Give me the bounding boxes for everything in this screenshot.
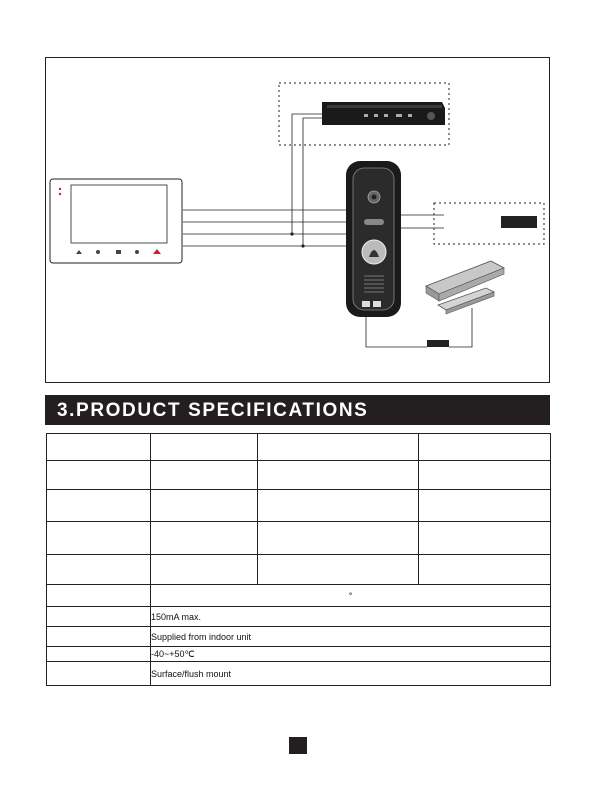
table-cell bbox=[258, 555, 419, 585]
dvr-recorder bbox=[322, 102, 445, 125]
table-cell bbox=[419, 555, 551, 585]
section-banner bbox=[45, 395, 550, 425]
wiring-lines bbox=[183, 114, 472, 347]
table-cell bbox=[419, 434, 551, 461]
table-row bbox=[47, 627, 551, 647]
table-row bbox=[47, 607, 551, 627]
table-cell bbox=[47, 490, 151, 522]
table-cell bbox=[47, 555, 151, 585]
table-cell bbox=[151, 490, 258, 522]
table-cell bbox=[47, 607, 151, 627]
table-cell bbox=[47, 522, 151, 555]
table-cell bbox=[47, 461, 151, 490]
table-cell bbox=[47, 434, 151, 461]
wiring-diagram-svg bbox=[46, 58, 551, 384]
outdoor-door-station bbox=[346, 161, 401, 317]
table-row bbox=[47, 461, 551, 490]
table-cell-value: Supplied from indoor unit bbox=[151, 627, 551, 647]
table-row bbox=[47, 434, 551, 461]
table-row bbox=[47, 585, 551, 607]
table-row bbox=[47, 555, 551, 585]
table-row bbox=[47, 490, 551, 522]
lock-power-supply bbox=[427, 340, 449, 347]
table-cell-value: -40~+50℃ bbox=[151, 647, 551, 662]
magnetic-lock bbox=[426, 261, 504, 314]
table-cell bbox=[151, 522, 258, 555]
wire-junction bbox=[301, 244, 304, 247]
table-cell bbox=[47, 627, 151, 647]
table-cell bbox=[258, 522, 419, 555]
spec-table bbox=[46, 433, 551, 686]
table-cell bbox=[258, 490, 419, 522]
table-cell bbox=[419, 490, 551, 522]
table-cell bbox=[258, 434, 419, 461]
table-cell bbox=[151, 434, 258, 461]
table-cell bbox=[47, 647, 151, 662]
table-cell bbox=[151, 555, 258, 585]
table-cell-value: 150mA max. bbox=[151, 607, 551, 627]
table-cell bbox=[258, 461, 419, 490]
wiring-diagram bbox=[45, 57, 550, 383]
table-row bbox=[47, 522, 551, 555]
table-cell-value: Surface/flush mount bbox=[151, 662, 551, 686]
table-cell bbox=[419, 461, 551, 490]
table-cell bbox=[47, 662, 151, 686]
table-cell bbox=[419, 522, 551, 555]
wire-junction bbox=[290, 232, 293, 235]
indoor-monitor bbox=[50, 179, 182, 263]
table-row bbox=[47, 662, 551, 686]
section-title: 3.PRODUCT SPECIFICATIONS bbox=[57, 400, 369, 421]
table-row bbox=[47, 647, 551, 662]
table-cell bbox=[47, 585, 151, 607]
exit-button-unit bbox=[501, 216, 537, 228]
table-cell bbox=[151, 461, 258, 490]
page-number-block bbox=[289, 737, 307, 754]
table-cell-value: ° bbox=[151, 585, 551, 607]
